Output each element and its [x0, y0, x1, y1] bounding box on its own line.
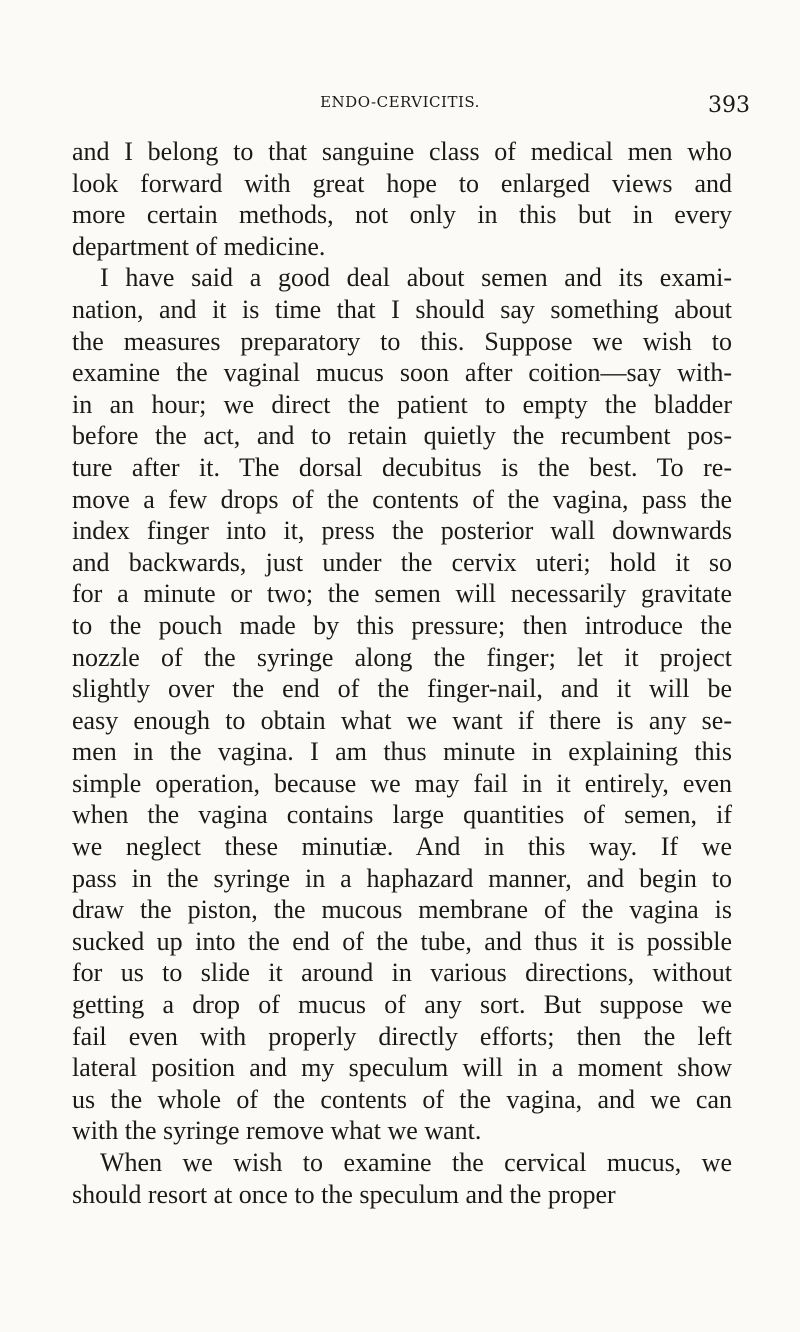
page-number: 393	[708, 93, 750, 118]
text-line: sucked up into the end of the tube, and thus it is possible	[72, 926, 732, 956]
text-line: move a few drops of the contents of the vagina, pass the	[72, 484, 732, 514]
text-line: we neglect these minutiæ. And in this way. If we	[72, 832, 732, 862]
text-line: fail even with properly directly efforts; then the left	[72, 1021, 732, 1051]
paragraph	[72, 1147, 732, 1210]
text-line: simple operation, because we may fail in it entirely, even	[72, 768, 732, 798]
paragraph	[72, 262, 732, 1147]
text-line: draw the piston, the mucous membrane of the vagina is	[72, 895, 732, 925]
body-text	[72, 136, 732, 1210]
text-line: pass in the syringe in a haphazard manner, and begin to	[72, 863, 732, 893]
text-line: When we wish to examine the cervical mucus, we	[100, 1148, 732, 1177]
text-line: easy enough to obtain what we want if there is any se-	[72, 705, 732, 735]
text-line: lateral position and my speculum will in a moment show	[72, 1053, 732, 1083]
text-line: and I belong to that sanguine class of medical men who	[72, 137, 732, 166]
text-line: in an hour; we direct the patient to empty the bladder	[72, 389, 732, 419]
text-line: and backwards, just under the cervix uteri; hold it so	[72, 547, 732, 577]
text-line: I have said a good deal about semen and its exami-	[100, 263, 732, 293]
text-line: for us to slide it around in various directions, without	[72, 958, 732, 988]
text-line: look forward with great hope to enlarged views and	[72, 168, 732, 198]
text-line: when the vagina contains large quantities of semen, if	[72, 800, 732, 830]
text-line: us the whole of the contents of the vagina, and we can	[72, 1084, 732, 1114]
text-line: more certain methods, not only in this but in every	[72, 200, 732, 230]
text-line: nation, and it is time that I should say something about	[72, 294, 732, 324]
text-line: getting a drop of mucus of any sort. But suppose we	[72, 990, 732, 1020]
text-line: department of medicine.	[72, 231, 326, 261]
text-line: before the act, and to retain quietly the recumbent pos-	[72, 421, 732, 451]
text-line: with the syringe remove what we want.	[72, 1116, 482, 1146]
text-line: to the pouch made by this pressure; then introduce the	[72, 610, 732, 640]
text-line: should resort at once to the speculum and the proper	[72, 1179, 616, 1209]
paragraph	[72, 136, 732, 262]
text-line: men in the vagina. I am thus minute in explaining this	[72, 737, 732, 767]
text-line: examine the vaginal mucus soon after coition—say with-	[72, 358, 732, 388]
text-line: slightly over the end of the finger-nail, and it will be	[72, 674, 732, 704]
text-line: the measures preparatory to this. Suppose we wish to	[72, 326, 732, 356]
text-line: index finger into it, press the posterior wall downwards	[72, 516, 732, 546]
running-title: ENDO-CERVICITIS.	[320, 93, 480, 111]
text-line: for a minute or two; the semen will necessarily gravitate	[72, 579, 732, 609]
text-line: nozzle of the syringe along the finger; let it project	[72, 642, 732, 672]
text-line: ture after it. The dorsal decubitus is the best. To re-	[72, 452, 732, 482]
